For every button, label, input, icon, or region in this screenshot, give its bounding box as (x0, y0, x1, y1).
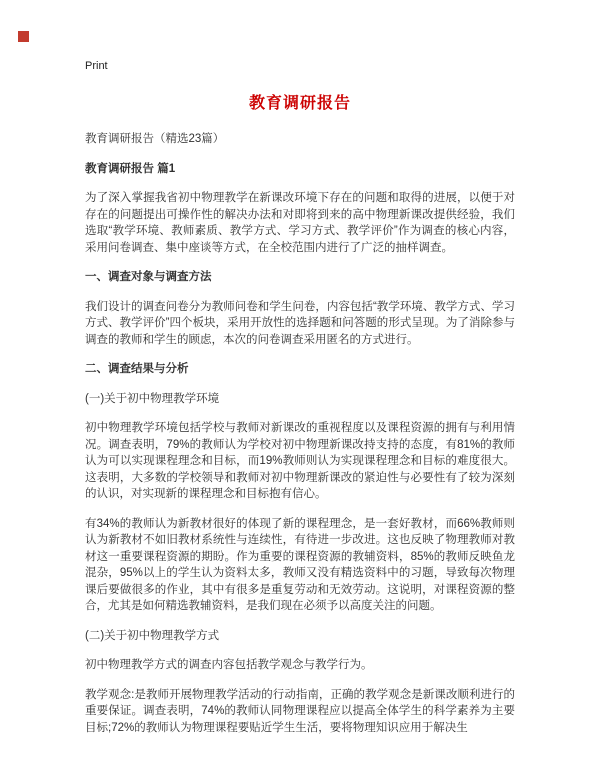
paragraph: 初中物理教学环境包括学校与教师对新课改的重视程度以及课程资源的拥有与利用情况。调查表明，79%的教师认为学校对初中物理新课改持支持的态度，有81%的教师认为可以实现课程理念和目标，而19%教师则认为实现课程理念和目标的难度很大。这表明，大多数的学校领导和教师对初中物理新课改的紧迫性与必要性有了较为深刻的认识，对实现新的课程理念和目标抱有信心。 (85, 422, 515, 500)
paragraph: 初中物理教学方式的调查内容包括教学观念与教学行为。 (85, 659, 373, 671)
print-link[interactable]: Print (85, 60, 108, 72)
red-square-icon (18, 31, 29, 42)
document-subtitle: 教育调研报告（精选23篇） (85, 133, 225, 145)
section-heading: 一、调查对象与调查方法 (85, 271, 212, 283)
document-blocks (85, 131, 515, 736)
paragraph: 为了深入掌握我省初中物理教学在新课改环境下存在的问题和取得的进展，以便于对存在的问题提出可操作性的解决办法和对即将到来的高中物理新课改提供经验，我们选取“教学环境、教师素质、教学方式、学习方式、教学评价”作为调查的核心内容，采用问卷调查、集中座谈等方式，在全校范围内进行了广泛的抽样调查。 (85, 192, 515, 254)
page-title: 教育调研报告 (248, 95, 351, 112)
paragraph: 我们设计的调查问卷分为教师问卷和学生问卷，内容包括“教学环境、教学方式、学习方式、教学评价”四个板块，采用开放性的选择题和问答题的形式呈现。为了消除参与调查的教师和学生的顾虑，本次的问卷调查采用匿名的方式进行。 (85, 300, 515, 346)
paragraph: 有34%的教师认为新教材很好的体现了新的课程理念，是一套好教材，而66%教师则认为新教材不如旧教材系统性与连续性，有待进一步改进。这也反映了物理教师对教材这一重要课程资源的期盼。作为重要的课程资源的教辅资料，85%的教师反映鱼龙混杂，95%以上的学生认为资料太多，教师又没有精选资料中的习题，导致每次物理课后要做很多的作业，其中有很多是重复劳动和无效劳动。这说明，对课程资源的整合，尤其是如何精选教辅资料，是我们现在必须予以高度关注的问题。 (85, 517, 515, 612)
section-heading: 二、调查结果与分析 (85, 363, 189, 375)
sub-heading: (一)关于初中物理教学环境 (85, 392, 220, 405)
sub-heading: (二)关于初中物理教学方式 (85, 629, 220, 642)
section-heading: 教育调研报告 篇1 (85, 162, 176, 175)
document-content (85, 90, 515, 749)
paragraph: 教学观念:是教师开展物理教学活动的行动指南，正确的教学观念是新课改顺利进行的重要保证。调查表明，74%的教师认同物理课程应以提高全体学生的科学素养为主要目标;72%的教师认为物理课程要贴近学生生活，要将物理知识应用于解决生 (85, 688, 515, 734)
